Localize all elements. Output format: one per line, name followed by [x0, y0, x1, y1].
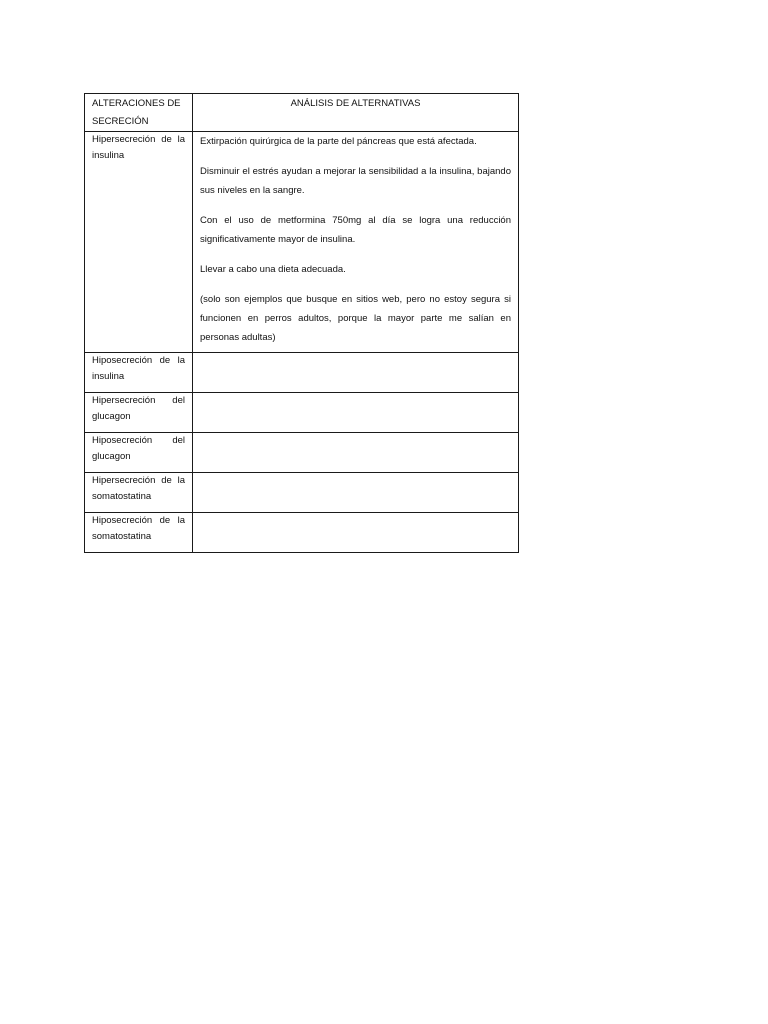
- table-row: [85, 433, 519, 473]
- secretion-alterations-table: [84, 93, 519, 553]
- table-row: [85, 513, 519, 553]
- analysis-paragraph: Extirpación quirúrgica de la parte del páncreas que está afectada.: [200, 136, 477, 147]
- analysis-paragraph: Llevar a cabo una dieta adecuada.: [200, 264, 346, 275]
- analysis-cell: [193, 473, 519, 513]
- analysis-paragraph: (solo son ejemplos que busque en sitios web, pero no estoy segura si funcionen en perros adultos, porque la mayor parte me salían en personas adultas): [200, 294, 511, 343]
- analysis-cell: [193, 433, 519, 473]
- analysis-cell: [193, 513, 519, 553]
- analysis-cell: [193, 132, 519, 353]
- table-row: [85, 132, 519, 353]
- analysis-paragraph: Con el uso de metformina 750mg al día se logra una reducción significativamente mayor de insulina.: [200, 215, 511, 245]
- table-header-row: [85, 94, 519, 132]
- row-label: Hipersecreción de la somatostatina: [85, 473, 193, 513]
- table-row: [85, 393, 519, 433]
- analysis-cell: [193, 393, 519, 433]
- row-label: Hipersecreción de la insulina: [85, 132, 193, 353]
- table-row: [85, 353, 519, 393]
- row-label: Hiposecreción de la insulina: [85, 353, 193, 393]
- header-alterations: ALTERACIONES DE SECRECIÓN: [85, 94, 193, 132]
- row-label: Hipersecreción del glucagon: [85, 393, 193, 433]
- analysis-cell: [193, 353, 519, 393]
- row-label: Hiposecreción de la somatostatina: [85, 513, 193, 553]
- row-label: Hiposecreción del glucagon: [85, 433, 193, 473]
- analysis-paragraph: Disminuir el estrés ayudan a mejorar la sensibilidad a la insulina, bajando sus niveles en la sangre.: [200, 166, 511, 196]
- header-analysis: ANÁLISIS DE ALTERNATIVAS: [193, 94, 519, 132]
- table-row: [85, 473, 519, 513]
